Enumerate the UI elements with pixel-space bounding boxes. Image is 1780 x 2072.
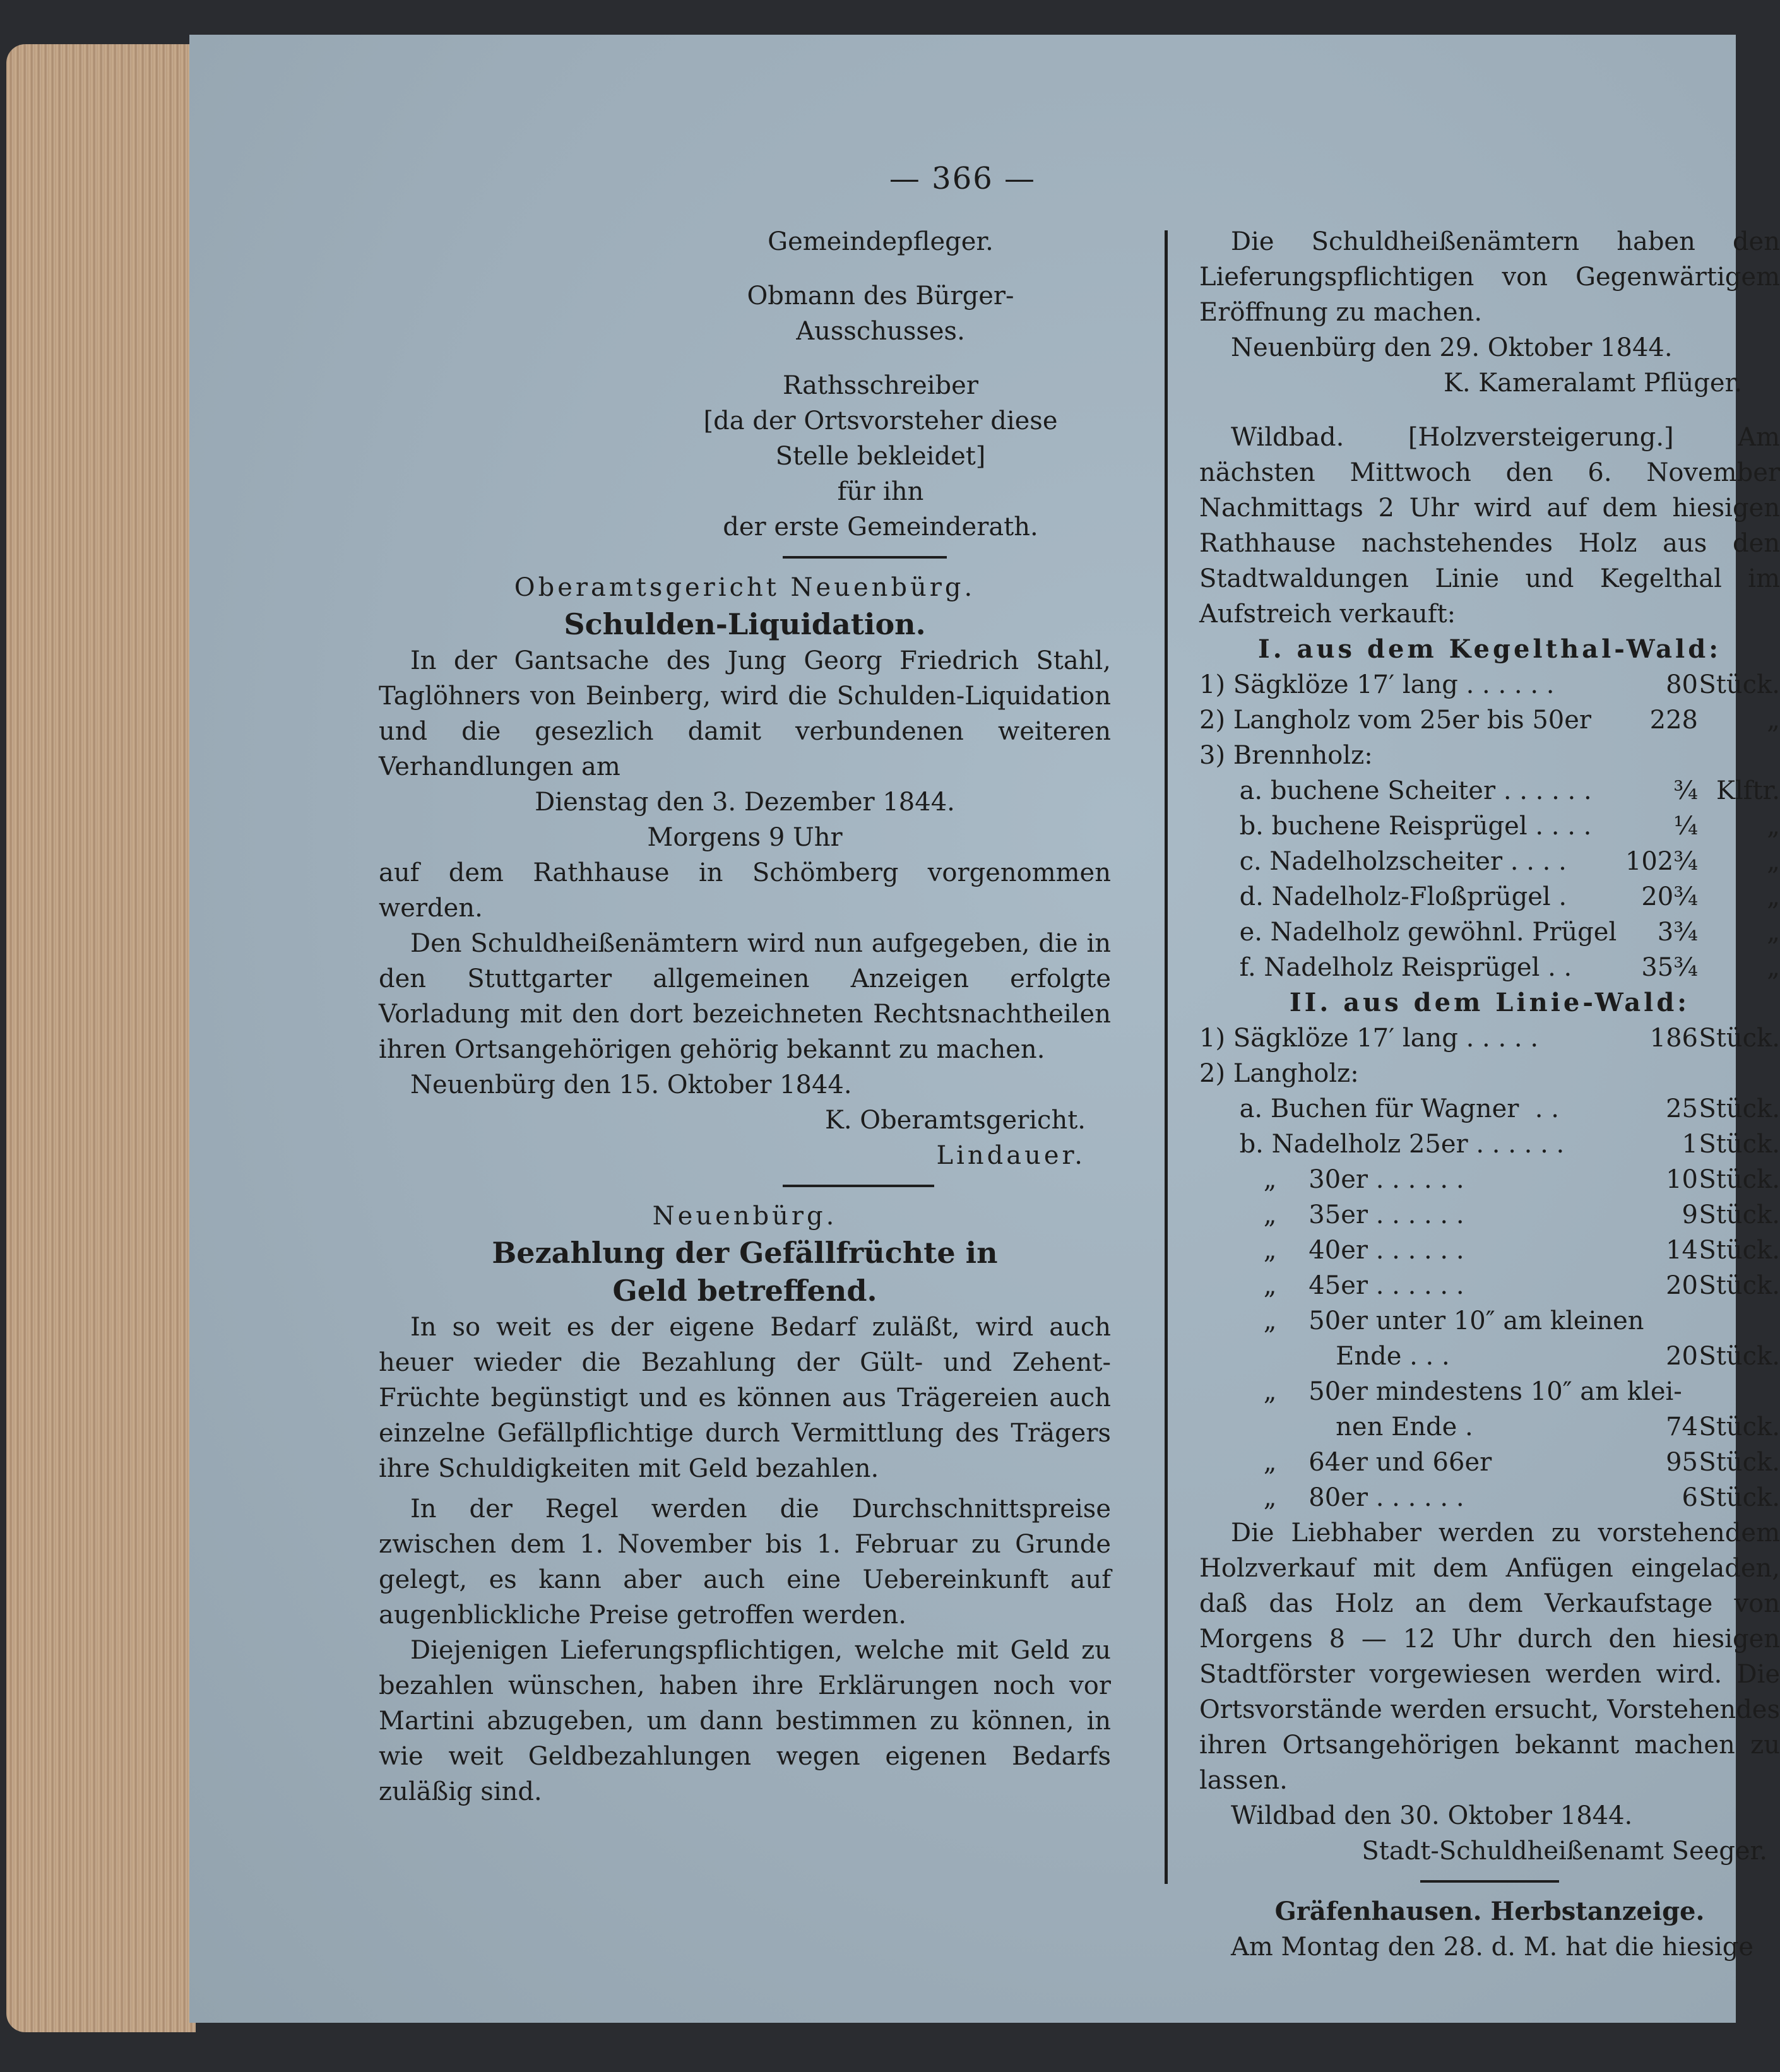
item-label: „ 40er . . . . . . — [1199, 1236, 1464, 1265]
item-label: a. Buchen für Wagner . . — [1199, 1094, 1559, 1123]
item-quantity — [1622, 1056, 1698, 1091]
item-row — [1199, 1339, 1780, 1374]
item-quantity: 6 — [1682, 1483, 1698, 1512]
section-divider — [783, 556, 947, 559]
notice-place-date: Neuenbürg den 15. Oktober 1844. — [410, 1070, 852, 1099]
item-unit: „ — [1767, 847, 1780, 876]
item-unit: Stück. — [1699, 1448, 1780, 1477]
item-label: Ende . . . — [1199, 1342, 1450, 1371]
item-label: 1) Sägklöze 17′ lang . . . . . . — [1199, 670, 1555, 699]
notice-paragraph: Die Liebhaber werden zu vorstehendem Holzverkauf mit dem Anfügen eingeladen, daß das Holz an dem Verkaufstage von Morgens 8 — 12 Uhr durch den hiesigen Stadtförster vorgewiesen werden wird. Die Ortsvorstände werden ersucht, Vorstehendes ihren Ortsangehörigen bekannt machen zu lassen. — [1199, 1518, 1780, 1795]
item-row — [1199, 844, 1780, 879]
item-row — [1199, 1056, 1780, 1091]
page-number: — 366 — — [889, 161, 1036, 196]
column-divider — [1165, 230, 1168, 1884]
official-line: Obmann des Bürger- — [747, 281, 1014, 311]
item-quantity — [1644, 1303, 1709, 1339]
item-row — [1199, 1409, 1780, 1445]
item-row — [1199, 808, 1780, 844]
item-quantity — [1622, 738, 1698, 773]
item-quantity: 25 — [1666, 1094, 1698, 1123]
item-label: nen Ende . — [1199, 1412, 1473, 1442]
notice-header: Oberamtsgericht Neuenbürg. — [514, 573, 976, 602]
notice-paragraph: Wildbad. [Holzversteigerung.] Am nächsten Mittwoch den 6. November Nachmittags 2 Uhr wird auf dem hiesigen Rathhause nachstehendes Holz aus den Stadtwaldungen Linie und Kegelthal im Aufstreich verkauft: — [1199, 423, 1780, 629]
item-label: 3) Brennholz: — [1199, 741, 1373, 770]
item-unit: „ — [1767, 882, 1780, 911]
item-quantity: 3¾ — [1657, 918, 1698, 947]
item-row — [1199, 1162, 1780, 1197]
notice-paragraph: Diejenigen Lieferungspflichtigen, welche mit Geld zu bezahlen wünschen, haben ihre Erklärungen noch vor Martini abzugeben, um dann bestimmen zu können, in wie weit Geldbezahlungen wegen eigenen Bedarfs zuläßig sind. — [379, 1636, 1111, 1806]
item-unit: Stück. — [1699, 1236, 1780, 1265]
notice-signature: K. Oberamtsgericht. — [824, 1106, 1086, 1135]
item-label: 2) Langholz: — [1199, 1059, 1359, 1088]
notice-paragraph: In der Gantsache des Jung Georg Friedrich Stahl, Taglöhners von Beinberg, wird die Schulden-Liquidation und die gesezlich damit verbundenen weiteren Verhandlungen am — [379, 646, 1111, 781]
item-quantity: 228 — [1649, 706, 1698, 735]
notice-schulden-liquidation — [379, 570, 1111, 1173]
notice-paragraph: In der Regel werden die Durchschnittspreise zwischen dem 1. November bis 1. Februar zu Grunde gelegt, es kann aber auch eine Uebereinkunft auf augenblickliche Preise getroffen werden. — [379, 1495, 1111, 1630]
item-quantity: ¾ — [1673, 776, 1698, 805]
item-unit: Stück. — [1699, 1271, 1780, 1300]
notice-date: Dienstag den 3. Dezember 1844. — [535, 788, 955, 817]
notice-title: Bezahlung der Gefällfrüchte in — [492, 1236, 998, 1270]
page — [189, 35, 1780, 2023]
item-row — [1199, 1233, 1780, 1268]
notice-gefaellfruechte — [379, 1199, 1111, 1809]
notice-place-date: Neuenbürg den 29. Oktober 1844. — [1231, 333, 1673, 362]
item-row — [1199, 773, 1780, 808]
item-quantity: 20¾ — [1641, 882, 1698, 911]
item-unit: Stück. — [1699, 1483, 1780, 1512]
item-unit: „ — [1767, 812, 1780, 841]
item-label: c. Nadelholzscheiter . . . . — [1199, 847, 1567, 876]
official-line: [da der Ortsvorsteher diese — [703, 406, 1058, 435]
item-row — [1199, 1303, 1780, 1339]
item-label: „ 50er unter 10″ am kleinen — [1199, 1306, 1644, 1335]
item-label: 2) Langholz vom 25er bis 50er — [1199, 706, 1592, 735]
item-unit: Stück. — [1699, 1130, 1780, 1159]
item-row — [1199, 667, 1780, 702]
notice-holzversteigerung — [1199, 420, 1780, 1869]
official-line: Ausschusses. — [796, 317, 965, 346]
item-row — [1199, 950, 1780, 985]
notice-time: Morgens 9 Uhr — [647, 823, 843, 852]
item-quantity: 186 — [1649, 1024, 1698, 1053]
officials-list — [379, 224, 1111, 545]
item-unit: Stück. — [1699, 1200, 1780, 1229]
item-label: d. Nadelholz-Floßprügel . — [1199, 882, 1567, 911]
item-unit — [1729, 1374, 1780, 1409]
notice-place-date: Wildbad den 30. Oktober 1844. — [1231, 1801, 1633, 1830]
item-unit: Stück. — [1699, 670, 1780, 699]
notice-signature-name: Lindauer. — [936, 1141, 1086, 1170]
official-line: der erste Gemeinderath. — [723, 512, 1038, 542]
official-line: Gemeindepfleger. — [768, 227, 994, 256]
item-label: „ 30er . . . . . . — [1199, 1165, 1464, 1194]
item-quantity — [1682, 1374, 1729, 1409]
item-quantity: 35¾ — [1641, 953, 1698, 982]
notice-paragraph: Die Schuldheißenämtern haben den Lieferungspflichtigen von Gegenwärtigem Eröffnung zu machen. — [1199, 227, 1780, 327]
notice-title: Geld betreffend. — [612, 1274, 877, 1308]
notice-title: Schulden-Liquidation. — [564, 607, 926, 641]
item-label: b. Nadelholz 25er . . . . . . — [1199, 1130, 1565, 1159]
official-line: für ihn — [837, 477, 924, 506]
item-label: „ 80er . . . . . . — [1199, 1483, 1464, 1512]
item-unit: Klftr. — [1716, 776, 1780, 805]
item-label: e. Nadelholz gewöhnl. Prügel — [1199, 918, 1617, 947]
section-heading: II. aus dem Linie-Wald: — [1289, 988, 1690, 1017]
item-quantity: 10 — [1666, 1165, 1698, 1194]
left-column — [379, 224, 1111, 1809]
notice-paragraph: auf dem Rathhause in Schömberg vorgenommen werden. — [379, 858, 1111, 923]
item-label: 1) Sägklöze 17′ lang . . . . . — [1199, 1024, 1539, 1053]
item-unit: „ — [1767, 706, 1780, 735]
notice-paragraph: In so weit es der eigene Bedarf zuläßt, wird auch heuer wieder die Bezahlung der Gült- und Zehent-Früchte begünstigt und es können aus Trägereien auch einzelne Gefällpflichtige durch Vermittlung des Trägers ihre Schuldigkeiten mit Geld bezahlen. — [379, 1313, 1111, 1483]
item-row — [1199, 1197, 1780, 1233]
notice-signature: Stadt-Schuldheißenamt Seeger. — [1362, 1837, 1767, 1866]
item-row — [1199, 738, 1780, 773]
item-quantity: 20 — [1666, 1271, 1698, 1300]
official-line: Rathsschreiber — [783, 371, 978, 400]
notice-paragraph: Am Montag den 28. d. M. hat die hiesige — [1231, 1933, 1754, 1962]
item-quantity: 102¾ — [1625, 847, 1698, 876]
item-label: f. Nadelholz Reisprügel . . — [1199, 953, 1572, 982]
item-unit: „ — [1767, 918, 1780, 947]
item-row — [1199, 1445, 1780, 1480]
item-label: a. buchene Scheiter . . . . . . — [1199, 776, 1592, 805]
item-unit: Stück. — [1699, 1024, 1780, 1053]
item-unit: Stück. — [1699, 1165, 1780, 1194]
item-quantity: 80 — [1666, 670, 1698, 699]
item-unit: Stück. — [1699, 1342, 1780, 1371]
section-heading: I. aus dem Kegelthal-Wald: — [1257, 634, 1721, 664]
item-unit: „ — [1767, 953, 1780, 982]
item-row — [1199, 1091, 1780, 1127]
item-list — [1199, 1021, 1780, 1515]
notice-signature: K. Kameralamt Pflüger. — [1443, 369, 1742, 398]
item-label: „ 35er . . . . . . — [1199, 1200, 1464, 1229]
item-row — [1199, 702, 1780, 738]
item-quantity: ¼ — [1673, 812, 1698, 841]
item-row — [1199, 1021, 1780, 1056]
right-column — [1199, 224, 1780, 1965]
item-quantity: 9 — [1682, 1200, 1698, 1229]
item-row — [1199, 1127, 1780, 1162]
notice-paragraph: Den Schuldheißenämtern wird nun aufgegeben, die in den Stuttgarter allgemeinen Anzeigen erfolgte Vorladung mit den dort bezeichneten Rechtsnachtheilen ihren Ortsangehörigen gehörig bekannt zu machen. — [379, 929, 1111, 1064]
item-unit — [1698, 738, 1780, 773]
item-quantity: 95 — [1666, 1448, 1698, 1477]
item-row — [1199, 1268, 1780, 1303]
item-quantity: 14 — [1666, 1236, 1698, 1265]
item-quantity: 74 — [1666, 1412, 1698, 1442]
book-page-edges — [6, 44, 196, 2032]
item-row — [1199, 915, 1780, 950]
section-divider — [1420, 1880, 1559, 1883]
item-quantity: 20 — [1666, 1342, 1698, 1371]
item-quantity: 1 — [1682, 1130, 1698, 1159]
item-unit — [1709, 1303, 1780, 1339]
item-row — [1199, 1374, 1780, 1409]
item-list — [1199, 667, 1780, 985]
item-unit — [1698, 1056, 1780, 1091]
notice-header: Neuenbürg. — [652, 1202, 838, 1231]
official-line: Stelle bekleidet] — [775, 442, 986, 471]
item-row — [1199, 1480, 1780, 1515]
item-label: „ 50er mindestens 10″ am klei- — [1199, 1377, 1682, 1406]
notice-header: Gräfenhausen. Herbstanzeige. — [1274, 1897, 1705, 1926]
item-row — [1199, 879, 1780, 915]
item-label: „ 64er und 66er — [1199, 1448, 1492, 1477]
item-label: b. buchene Reisprügel . . . . — [1199, 812, 1592, 841]
section-divider — [783, 1185, 934, 1187]
item-unit: Stück. — [1699, 1412, 1780, 1442]
item-label: „ 45er . . . . . . — [1199, 1271, 1464, 1300]
item-unit: Stück. — [1699, 1094, 1780, 1123]
